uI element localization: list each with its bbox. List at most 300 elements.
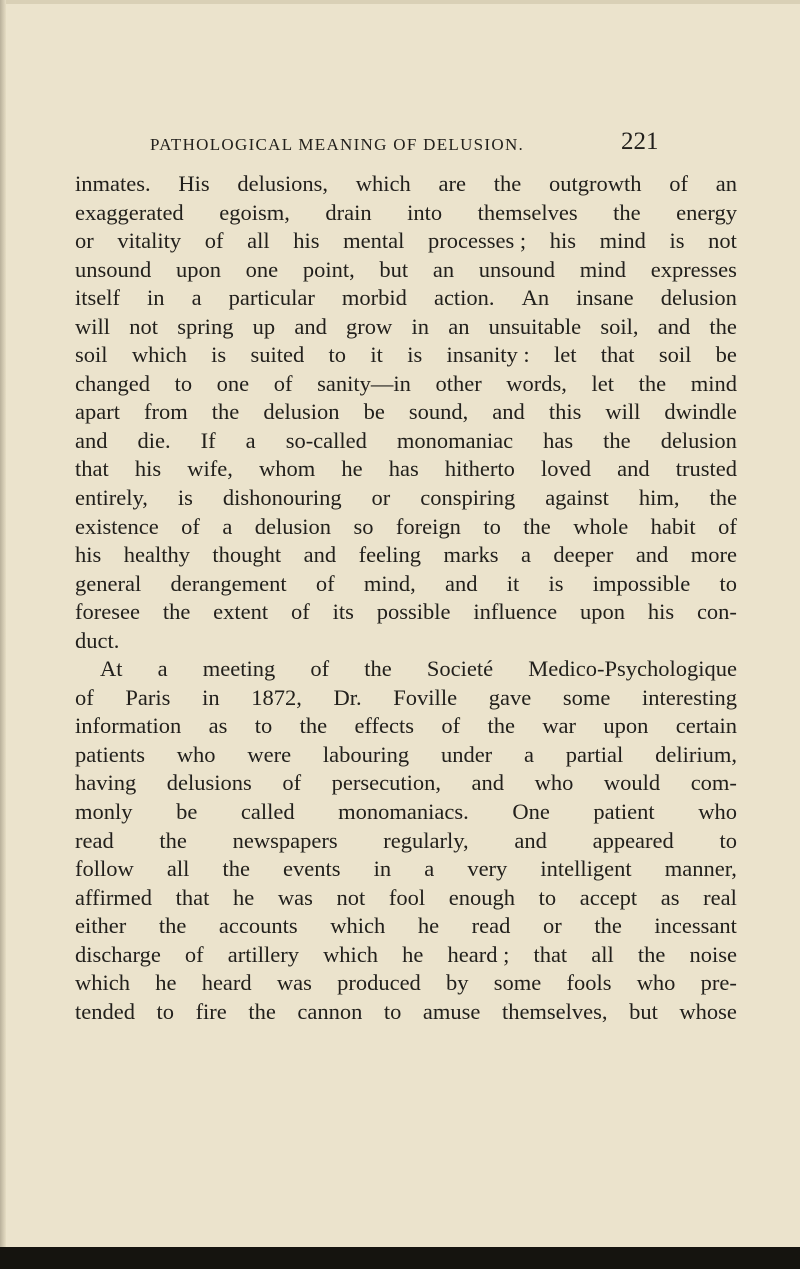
word: sanity—in (317, 370, 411, 396)
word: marks (443, 542, 499, 568)
word: delusion (660, 427, 737, 453)
text-line (75, 398, 737, 427)
word: outgrowth (548, 171, 642, 196)
word: one (216, 370, 250, 396)
word: general (75, 570, 142, 596)
text-line (75, 455, 737, 484)
word: patients (75, 741, 145, 767)
word: of (184, 941, 204, 967)
text-line (75, 969, 737, 998)
word: mind (579, 256, 627, 282)
word: extent (213, 599, 269, 625)
word: called (240, 799, 295, 825)
word: read (471, 913, 511, 939)
word: of (291, 599, 310, 625)
word: of (669, 171, 688, 196)
text-line (75, 912, 737, 941)
running-head: PATHOLOGICAL MEANING OF DELUSION. (150, 135, 525, 154)
text-line (75, 341, 737, 370)
word: deeper (553, 542, 614, 568)
text-line (75, 227, 737, 256)
text-line (75, 655, 737, 684)
word: of (273, 370, 293, 396)
word: who (534, 770, 574, 796)
word: unsound (75, 256, 152, 282)
word: let (553, 342, 577, 368)
word: be (715, 342, 737, 368)
word: that (75, 456, 109, 482)
text-line (75, 484, 737, 513)
word: energy (676, 199, 737, 225)
word: soil, (600, 313, 639, 339)
word: point, (302, 256, 355, 282)
word: and (294, 313, 327, 339)
word: action. (433, 285, 495, 311)
word: not (336, 884, 366, 910)
word: let (591, 370, 614, 396)
word: His (178, 171, 210, 196)
word: an (432, 256, 455, 282)
word: heard (201, 970, 252, 996)
word: mind, (363, 570, 416, 596)
word: delusion (254, 513, 332, 539)
word: gave (488, 684, 532, 710)
word: com- (690, 770, 737, 796)
word: of (315, 570, 335, 596)
word: Foville (393, 684, 458, 710)
word: incessant (654, 913, 737, 939)
word: he (155, 970, 177, 996)
word: delusions (166, 770, 252, 796)
word: and (445, 570, 478, 596)
word: more (690, 542, 737, 568)
word: either (75, 913, 127, 939)
word: of (310, 656, 330, 682)
word: derangement (170, 570, 287, 596)
word: themselves, (501, 998, 608, 1024)
word: he (402, 941, 424, 967)
word: dishonouring (222, 485, 342, 511)
word: soil (75, 342, 108, 368)
word: fire (195, 998, 227, 1024)
word: in (411, 313, 430, 339)
word: pre- (700, 970, 737, 996)
word: very (467, 856, 508, 882)
word: the (222, 856, 250, 882)
word: exaggerated (75, 199, 184, 225)
word: that (600, 342, 635, 368)
word: conspiring (420, 485, 516, 511)
word: or (75, 228, 94, 254)
word: a (191, 285, 202, 311)
word: die. (137, 427, 171, 453)
word: but (379, 256, 409, 282)
word: who (698, 799, 737, 825)
word: affirmed (75, 884, 153, 910)
word: influence (473, 599, 558, 625)
word: feeling (358, 542, 422, 568)
word: read (75, 827, 114, 853)
word: in (147, 285, 165, 311)
word: of (181, 513, 200, 539)
word: is (211, 342, 227, 368)
word: from (144, 399, 188, 425)
text-line (75, 941, 737, 970)
word: foreign (395, 513, 461, 539)
word: possible (376, 599, 451, 625)
word: existence (75, 513, 159, 539)
word: is (669, 228, 685, 254)
word: delusion (660, 285, 737, 311)
word: so-called (285, 427, 367, 453)
word: produced (337, 970, 421, 996)
word: fool (388, 884, 426, 910)
word: the (211, 399, 240, 425)
text-line (75, 827, 737, 856)
word: that (533, 941, 568, 967)
word: unsuitable (488, 313, 582, 339)
word: which (323, 941, 379, 967)
word: against (545, 485, 609, 511)
word: he (233, 884, 255, 910)
word: 1872, (251, 684, 302, 710)
word: the (159, 827, 187, 853)
word: wife, (187, 456, 233, 482)
word: which (131, 342, 187, 368)
word: partial (565, 741, 624, 767)
word: whole (573, 513, 629, 539)
text-line (75, 541, 737, 570)
word: are (438, 171, 466, 196)
word: manner, (664, 856, 737, 882)
word: and (471, 770, 505, 796)
word: healthy (123, 542, 190, 568)
word: drain (325, 199, 372, 225)
word: interesting (642, 684, 737, 710)
word: and (75, 427, 108, 453)
word: were (247, 741, 292, 767)
word: upon (175, 256, 221, 282)
word: Paris (125, 684, 171, 710)
word: he (341, 456, 363, 482)
word: the (493, 171, 522, 196)
word: an (715, 171, 737, 196)
word: accounts (218, 913, 298, 939)
word: mind (599, 228, 646, 254)
word: hitherto (444, 456, 515, 482)
word: upon (579, 599, 625, 625)
word: delirium, (655, 741, 737, 767)
word: all (166, 856, 190, 882)
text-line (75, 370, 737, 399)
word: certain (675, 713, 737, 739)
word: Medico-Psychologique (528, 656, 737, 682)
word: by (446, 970, 469, 996)
text-line (75, 199, 737, 228)
word: persecution, (331, 770, 441, 796)
word: it (506, 570, 520, 596)
word: who (176, 741, 216, 767)
word: appeared (592, 827, 674, 853)
word: of (204, 228, 224, 254)
word: habit (650, 513, 696, 539)
word: grow (346, 313, 393, 339)
word: and (303, 542, 337, 568)
word: heard ; (447, 941, 510, 967)
word: the (637, 941, 666, 967)
word: monly (75, 799, 133, 825)
word: apart (75, 399, 120, 425)
word: the (248, 998, 276, 1024)
page-top-edge (0, 0, 800, 4)
word: some (493, 970, 542, 996)
word: a (523, 741, 534, 767)
text-line (75, 513, 737, 542)
word: upon (603, 713, 649, 739)
word: his (293, 228, 320, 254)
text-line (75, 598, 737, 627)
word: events (283, 856, 341, 882)
text-line (75, 741, 737, 770)
word: At (100, 656, 123, 682)
word: the (162, 599, 191, 625)
word: thought (212, 542, 282, 568)
word: insane (576, 285, 634, 311)
word: impossible (592, 570, 691, 596)
word: that (175, 884, 210, 910)
word: and (617, 456, 650, 482)
page-left-edge (0, 0, 6, 1269)
word: of (75, 684, 94, 710)
text-line (75, 884, 737, 913)
word: a (520, 542, 531, 568)
word: which (355, 171, 411, 196)
word: an (448, 313, 470, 339)
word: processes ; (428, 228, 527, 254)
word: cannon (297, 998, 363, 1024)
text-line (75, 427, 737, 456)
word: patient (593, 799, 655, 825)
word: it (370, 342, 383, 368)
word: as (660, 884, 680, 910)
word: will (75, 313, 111, 339)
word: An (521, 285, 550, 311)
word: into (407, 199, 443, 225)
word: morbid (341, 285, 407, 311)
word: unsound (478, 256, 556, 282)
text-line (75, 256, 737, 285)
text-line (75, 570, 737, 599)
word: or (542, 913, 562, 939)
word: of (441, 713, 461, 739)
word: to (383, 998, 402, 1024)
word: his (647, 599, 675, 625)
word: his (549, 228, 576, 254)
word: egoism, (219, 199, 290, 225)
word: information (75, 713, 182, 739)
word: was (276, 970, 312, 996)
word: words, (506, 370, 567, 396)
word: to (174, 370, 193, 396)
page-number: 221 (621, 128, 659, 155)
word: to (328, 342, 347, 368)
word: not (708, 228, 737, 254)
word: entirely, (75, 485, 148, 511)
word: not (129, 313, 158, 339)
word: insanity : (446, 342, 530, 368)
text-line (75, 998, 737, 1027)
word: a (424, 856, 435, 882)
word: or (371, 485, 391, 511)
word: sound, (408, 399, 469, 425)
word: and (492, 399, 525, 425)
word: one (245, 256, 279, 282)
word: is (407, 342, 423, 368)
text-line (75, 855, 737, 884)
word: the (364, 656, 392, 682)
word: monomaniacs. (338, 799, 469, 825)
word: of (282, 770, 302, 796)
word: would (603, 770, 661, 796)
word: but (629, 998, 658, 1024)
word: this (548, 399, 582, 425)
word: which (330, 913, 386, 939)
text-line (75, 684, 737, 713)
word: the (158, 913, 187, 939)
word: he (417, 913, 440, 939)
word: the (613, 199, 641, 225)
word: is (548, 570, 564, 596)
word: a (222, 513, 233, 539)
word: spring (177, 313, 234, 339)
scan-bottom-edge (0, 1247, 800, 1269)
word: accept (579, 884, 638, 910)
word: meeting (202, 656, 276, 682)
word: and (657, 313, 691, 339)
word: the (709, 485, 737, 511)
word: him, (638, 485, 680, 511)
text-line (75, 627, 737, 656)
word: follow (75, 856, 134, 882)
word: soil (658, 342, 692, 368)
word: monomaniac (396, 427, 514, 453)
word: Societé (426, 656, 494, 682)
word: and (635, 542, 669, 568)
word: and (514, 827, 547, 853)
word: mental (343, 228, 405, 254)
word: discharge (75, 941, 161, 967)
word: tended (75, 998, 135, 1024)
word: noise (689, 941, 737, 967)
word: the (709, 313, 737, 339)
word: to (538, 884, 557, 910)
word: fools (566, 970, 612, 996)
word: If (200, 427, 216, 453)
word: to (719, 827, 737, 853)
word: amuse (422, 998, 481, 1024)
word: of (718, 513, 737, 539)
word: other (435, 370, 482, 396)
word: foresee (75, 599, 140, 625)
word: trusted (675, 456, 737, 482)
word: duct. (75, 627, 120, 653)
word: will (605, 399, 641, 425)
word: the (299, 713, 328, 739)
body-text (75, 170, 737, 1026)
word: has (388, 456, 419, 482)
word: whom (259, 456, 316, 482)
word: expresses (650, 256, 737, 282)
word: to (719, 570, 737, 596)
text-line (75, 170, 737, 199)
text-line (75, 712, 737, 741)
word: to (483, 513, 501, 539)
word: con- (696, 599, 737, 625)
word: is (177, 485, 193, 511)
word: to (254, 713, 273, 739)
word: the (487, 713, 515, 739)
word: enough (448, 884, 515, 910)
word: themselves (477, 199, 578, 225)
word: was (277, 884, 313, 910)
word: which (75, 970, 130, 996)
word: in (373, 856, 392, 882)
word: delusion (263, 399, 340, 425)
word: the (523, 513, 551, 539)
text-line (75, 769, 737, 798)
word: as (208, 713, 228, 739)
text-line (75, 284, 737, 313)
word: be (363, 399, 385, 425)
word: dwindle (664, 399, 737, 425)
word: changed (75, 370, 150, 396)
word: labouring (322, 741, 410, 767)
word: newspapers (232, 827, 338, 853)
word: war (542, 713, 577, 739)
word: its (332, 599, 354, 625)
word: who (636, 970, 676, 996)
word: Dr. (333, 684, 362, 710)
word: delusions, (237, 171, 329, 196)
word: mind (690, 370, 737, 396)
word: effects (354, 713, 414, 739)
word: a (245, 427, 256, 453)
word: whose (679, 998, 737, 1024)
word: all (247, 228, 270, 254)
word: under (440, 741, 493, 767)
word: vitality (117, 228, 182, 254)
word: all (591, 941, 614, 967)
word: the (594, 913, 622, 939)
word: his (134, 456, 162, 482)
word: suited (250, 342, 305, 368)
word: inmates. (75, 171, 151, 196)
text-line (75, 313, 737, 342)
word: has (543, 427, 574, 453)
word: up (252, 313, 276, 339)
word: having (75, 770, 137, 796)
word: be (176, 799, 198, 825)
word: itself (75, 285, 120, 311)
word: regularly, (383, 827, 469, 853)
word: so (353, 513, 374, 539)
word: a (157, 656, 168, 682)
word: some (562, 684, 611, 710)
word: to (156, 998, 175, 1024)
word: real (703, 884, 737, 910)
word: his (75, 542, 102, 568)
word: loved (540, 456, 591, 482)
